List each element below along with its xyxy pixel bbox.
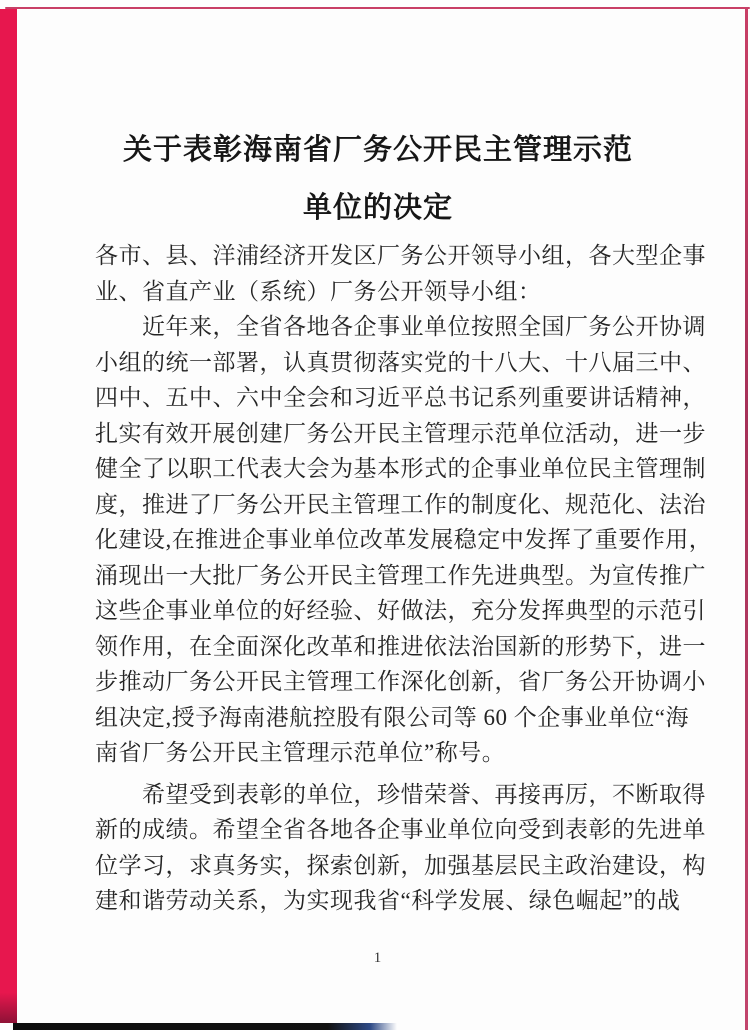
body-line: 业、省直产业（系统）厂务公开领导小组： bbox=[95, 278, 542, 304]
document-body bbox=[95, 238, 713, 919]
body-line: 扎实有效开展创建厂务公开民主管理示范单位活动，进一步 bbox=[95, 420, 706, 446]
body-line: 南省厂务公开民主管理示范单位”称号。 bbox=[95, 740, 506, 765]
body-line: 化建设,在推进企事业单位改革发展稳定中发挥了重要作用， bbox=[95, 527, 713, 552]
body-line: 小组的统一部署，认真贯彻落实党的十八大、十八届三中、 bbox=[95, 349, 706, 375]
body-line: 新的成绩。希望全省各地各企事业单位向受到表彰的先进单 bbox=[95, 817, 706, 842]
body-line: 建和谐劳动关系，为实现我省“科学发展、绿色崛起”的战 bbox=[95, 888, 681, 913]
page-right-edge-line bbox=[745, 8, 748, 1030]
body-line: 各市、县、洋浦经济开发区厂务公开领导小组，各大型企事 bbox=[95, 243, 706, 268]
body-line: 健全了以职工代表大会为基本形式的企事业单位民主管理制 bbox=[95, 456, 706, 481]
body-line: 度，推进了厂务公开民主管理工作的制度化、规范化、法治 bbox=[95, 491, 706, 517]
book-spine-band bbox=[0, 9, 17, 1023]
body-line: 位学习，求真务实，探索创新，加强基层民主政治建设，构 bbox=[95, 852, 706, 878]
body-line: 近年来，全省各地各企事业单位按照全国厂务公开协调 bbox=[142, 314, 706, 339]
body-line: 涌现出一大批厂务公开民主管理工作先进典型。为宣传推广 bbox=[95, 562, 706, 588]
scan-bottom-shadow bbox=[13, 1023, 397, 1030]
body-line: 这些企事业单位的好经验、好做法，充分发挥典型的示范引 bbox=[95, 598, 706, 623]
body-line: 希望受到表彰的单位，珍惜荣誉、再接再厉，不断取得 bbox=[142, 781, 706, 807]
body-line: 领作用，在全面深化改革和推进依法治国新的形势下，进一 bbox=[95, 633, 706, 659]
document-title-line-2: 单位的决定 bbox=[302, 192, 453, 224]
document-title bbox=[95, 121, 661, 237]
body-line: 组决定,授予海南港航控股有限公司等 60 个企事业单位“海 bbox=[95, 704, 689, 730]
body-line: 步推动厂务公开民主管理工作深化创新，省厂务公开协调小 bbox=[95, 669, 706, 694]
page-number: 1 bbox=[373, 950, 383, 966]
document-title-line-1: 关于表彰海南省厂务公开民主管理示范 bbox=[122, 134, 633, 166]
body-line: 四中、五中、六中全会和习近平总书记系列重要讲话精神， bbox=[95, 385, 706, 410]
page-top-edge-line bbox=[5, 7, 750, 9]
